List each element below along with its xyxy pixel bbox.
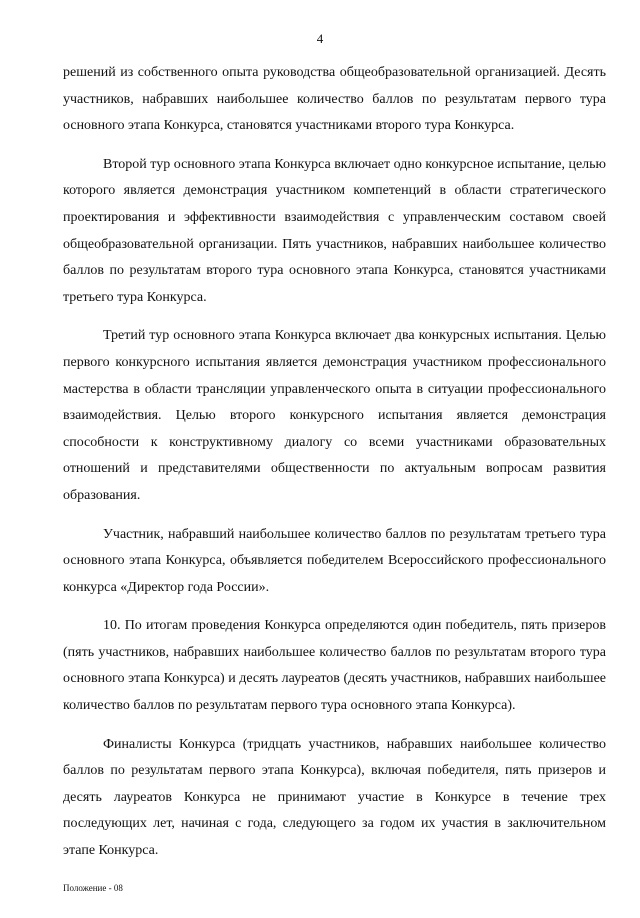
- paragraph: Участник, набравший наибольшее количество баллов по результатам третьего тура основного этапа Конкурса, объявляется победителем Всероссийского профессионального конкурса «Директор года России».: [63, 526, 606, 595]
- paragraph: решений из собственного опыта руководства общеобразовательной организацией. Десять участников, набравших наибольшее количество баллов по результатам первого тура основного этапа Конкурса, становятся участниками второго тура Конкурса.: [63, 65, 606, 134]
- paragraph: Третий тур основного этапа Конкурса включает два конкурсных испытания. Целью первого конкурсного испытания является демонстрация участником профессионального мастерства в области трансляции управленческого опыта в ситуации профессионального взаимодействия. Целью второго конкурсного испытания является демонстрация способности к конструктивному диалогу со всеми участниками образовательных отношений и представителями общественности по актуальным вопросам развития образования.: [63, 328, 606, 503]
- paragraph: Второй тур основного этапа Конкурса включает одно конкурсное испытание, целью которого является демонстрация участником компетенций в области стратегического проектирования и эффективности взаимодействия с управленческим составом своей общеобразовательной организации. Пять участников, набравших наибольшее количество баллов по результатам второго тура основного этапа Конкурса, становятся участниками третьего тура Конкурса.: [63, 156, 606, 305]
- page-number: 4: [316, 31, 324, 46]
- page-footer: Положение - 08: [63, 883, 123, 893]
- document-body: [63, 60, 606, 877]
- paragraph: Финалисты Конкурса (тридцать участников, набравших наибольшее количество баллов по результатам первого этапа Конкурса), включая победителя, пять призеров и десять лауреатов Конкурса не принимают участие в Конкурсе в течение трех последующих лет, начиная с года, следующего за годом их участия в заключительном этапе Конкурса.: [63, 736, 606, 859]
- paragraph: 10. По итогам проведения Конкурса определяются один победитель, пять призеров (пять участников, набравших наибольшее количество баллов по результатам второго тура основного этапа Конкурса) и десять лауреатов (десять участников, набравших наибольшее количество баллов по результатам первого тура основного этапа Конкурса).: [63, 618, 606, 714]
